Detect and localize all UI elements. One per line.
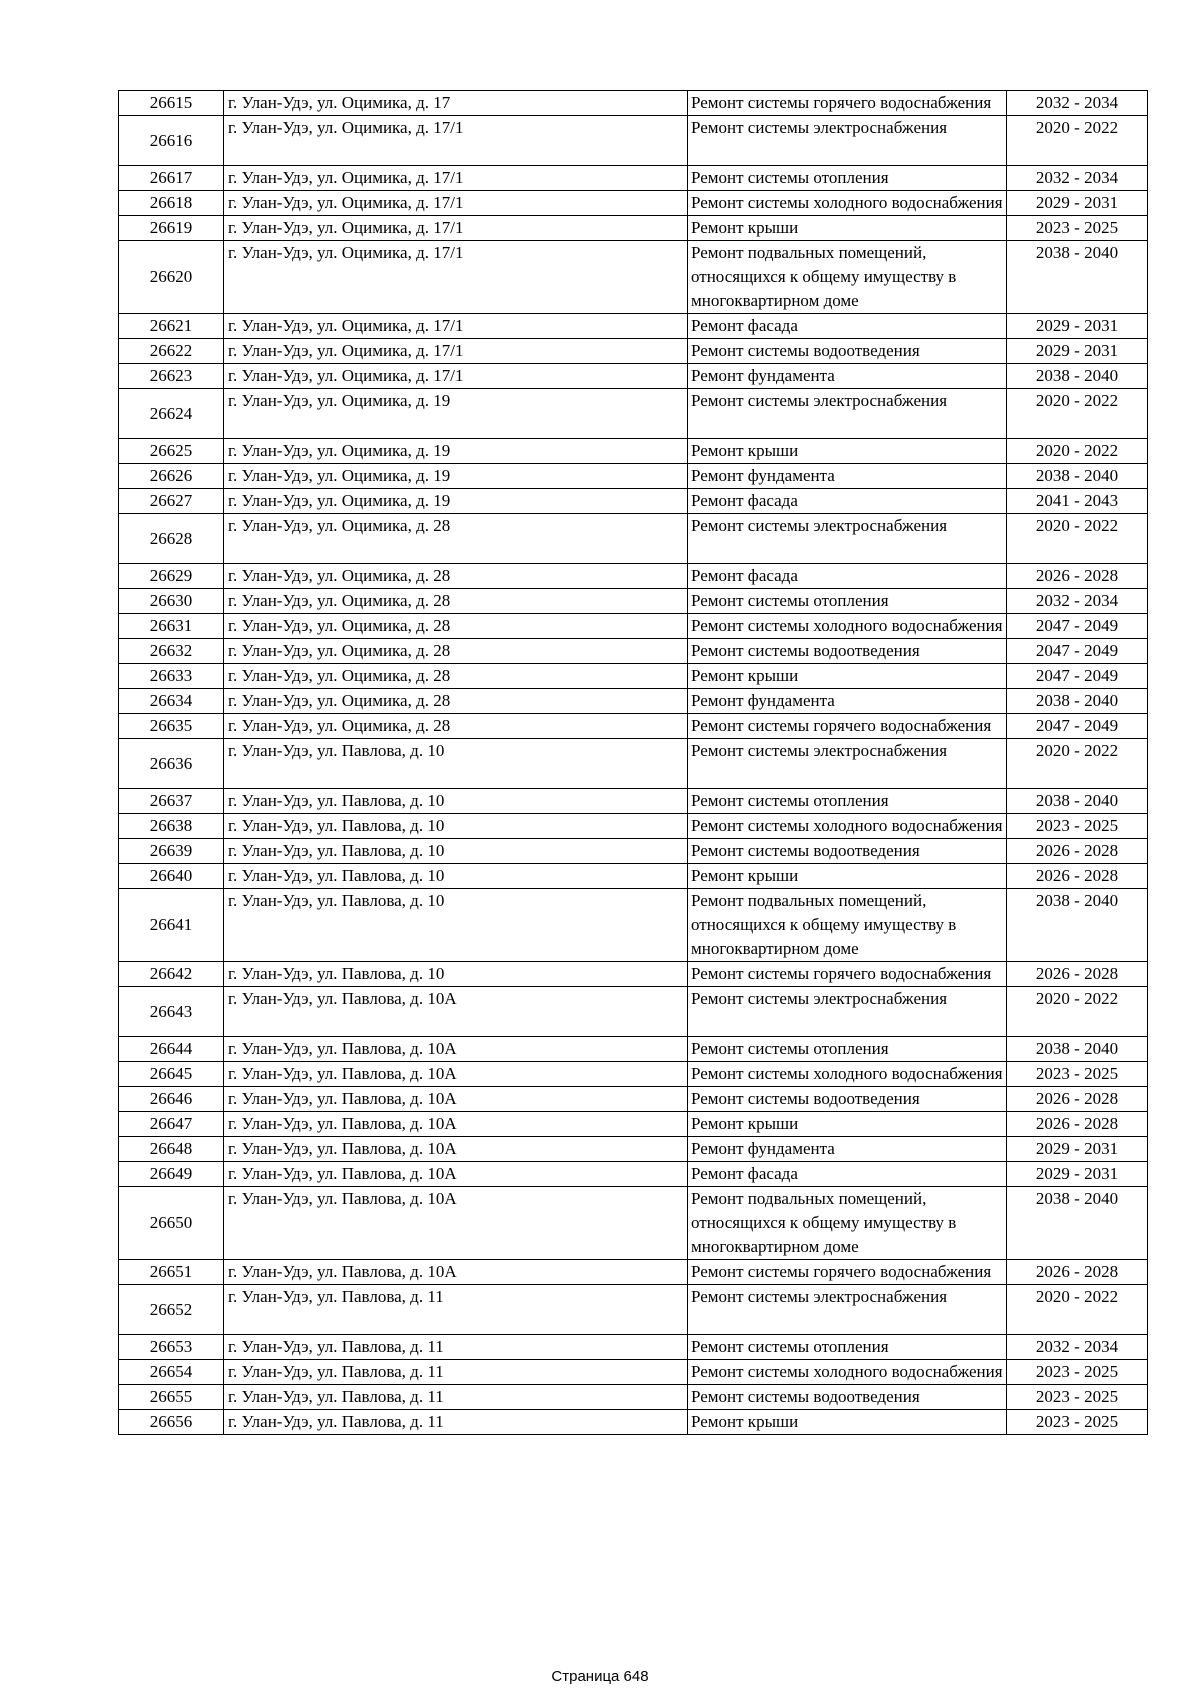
table-row (119, 714, 1148, 739)
row-number: 26640 (119, 864, 224, 889)
row-work-type: Ремонт крыши (688, 439, 1007, 464)
row-work-type: Ремонт системы холодного водоснабжения (688, 814, 1007, 839)
table-row (119, 1285, 1148, 1335)
row-number: 26645 (119, 1062, 224, 1087)
row-address: г. Улан-Удэ, ул. Павлова, д. 11 (224, 1335, 688, 1360)
row-number: 26623 (119, 364, 224, 389)
row-period: 2038 - 2040 (1007, 464, 1148, 489)
row-address: г. Улан-Удэ, ул. Оцимика, д. 17/1 (224, 166, 688, 191)
row-period: 2047 - 2049 (1007, 639, 1148, 664)
row-period: 2026 - 2028 (1007, 864, 1148, 889)
table-row (119, 166, 1148, 191)
row-address: г. Улан-Удэ, ул. Павлова, д. 10 (224, 962, 688, 987)
row-work-type: Ремонт системы электроснабжения (688, 739, 1007, 789)
row-period: 2020 - 2022 (1007, 514, 1148, 564)
table-row (119, 1162, 1148, 1187)
table-row (119, 1137, 1148, 1162)
row-number: 26642 (119, 962, 224, 987)
row-number: 26621 (119, 314, 224, 339)
row-address: г. Улан-Удэ, ул. Павлова, д. 10 (224, 839, 688, 864)
row-work-type: Ремонт системы горячего водоснабжения (688, 962, 1007, 987)
table-row (119, 1335, 1148, 1360)
row-period: 2038 - 2040 (1007, 241, 1148, 314)
row-period: 2026 - 2028 (1007, 1260, 1148, 1285)
table-row (119, 1112, 1148, 1137)
row-address: г. Улан-Удэ, ул. Павлова, д. 10 (224, 814, 688, 839)
row-number: 26635 (119, 714, 224, 739)
table-row (119, 191, 1148, 216)
row-work-type: Ремонт подвальных помещений, относящихся к общему имуществу в многоквартирном доме (688, 889, 1007, 962)
row-address: г. Улан-Удэ, ул. Павлова, д. 10 (224, 889, 688, 962)
row-work-type: Ремонт системы холодного водоснабжения (688, 191, 1007, 216)
table-row (119, 241, 1148, 314)
row-address: г. Улан-Удэ, ул. Оцимика, д. 28 (224, 714, 688, 739)
row-address: г. Улан-Удэ, ул. Павлова, д. 10А (224, 1037, 688, 1062)
row-address: г. Улан-Удэ, ул. Павлова, д. 10 (224, 864, 688, 889)
row-number: 26639 (119, 839, 224, 864)
row-number: 26653 (119, 1335, 224, 1360)
row-work-type: Ремонт системы электроснабжения (688, 514, 1007, 564)
row-period: 2029 - 2031 (1007, 191, 1148, 216)
row-address: г. Улан-Удэ, ул. Павлова, д. 10А (224, 1112, 688, 1137)
page-number: Страница 648 (551, 1668, 649, 1685)
row-number: 26655 (119, 1385, 224, 1410)
row-period: 2038 - 2040 (1007, 1187, 1148, 1260)
row-period: 2020 - 2022 (1007, 987, 1148, 1037)
row-number: 26650 (119, 1187, 224, 1260)
row-number: 26656 (119, 1410, 224, 1435)
row-address: г. Улан-Удэ, ул. Павлова, д. 10 (224, 789, 688, 814)
table-row (119, 614, 1148, 639)
table-row (119, 514, 1148, 564)
row-work-type: Ремонт фасада (688, 314, 1007, 339)
row-period: 2020 - 2022 (1007, 1285, 1148, 1335)
row-work-type: Ремонт крыши (688, 216, 1007, 241)
row-work-type: Ремонт фундамента (688, 364, 1007, 389)
row-number: 26616 (119, 116, 224, 166)
row-address: г. Улан-Удэ, ул. Павлова, д. 10А (224, 1062, 688, 1087)
row-work-type: Ремонт системы водоотведения (688, 1385, 1007, 1410)
row-period: 2047 - 2049 (1007, 614, 1148, 639)
row-number: 26624 (119, 389, 224, 439)
row-address: г. Улан-Удэ, ул. Павлова, д. 10 (224, 739, 688, 789)
row-period: 2020 - 2022 (1007, 116, 1148, 166)
table-row (119, 1360, 1148, 1385)
row-address: г. Улан-Удэ, ул. Оцимика, д. 17/1 (224, 191, 688, 216)
table-row (119, 987, 1148, 1037)
table-row (119, 589, 1148, 614)
row-period: 2020 - 2022 (1007, 739, 1148, 789)
row-number: 26652 (119, 1285, 224, 1335)
row-number: 26637 (119, 789, 224, 814)
table-row (119, 489, 1148, 514)
row-period: 2026 - 2028 (1007, 839, 1148, 864)
row-work-type: Ремонт системы водоотведения (688, 1087, 1007, 1112)
row-work-type: Ремонт крыши (688, 1112, 1007, 1137)
table-row (119, 1062, 1148, 1087)
row-address: г. Улан-Удэ, ул. Оцимика, д. 17/1 (224, 364, 688, 389)
row-number: 26643 (119, 987, 224, 1037)
table-row (119, 1260, 1148, 1285)
table-row (119, 739, 1148, 789)
row-work-type: Ремонт системы водоотведения (688, 839, 1007, 864)
row-period: 2026 - 2028 (1007, 564, 1148, 589)
table-row (119, 116, 1148, 166)
row-work-type: Ремонт системы водоотведения (688, 339, 1007, 364)
table-row (119, 889, 1148, 962)
row-period: 2029 - 2031 (1007, 314, 1148, 339)
row-address: г. Улан-Удэ, ул. Оцимика, д. 28 (224, 664, 688, 689)
row-number: 26620 (119, 241, 224, 314)
row-work-type: Ремонт крыши (688, 1410, 1007, 1435)
row-period: 2047 - 2049 (1007, 664, 1148, 689)
table-row (119, 664, 1148, 689)
row-period: 2032 - 2034 (1007, 91, 1148, 116)
row-number: 26622 (119, 339, 224, 364)
row-number: 26647 (119, 1112, 224, 1137)
table-row (119, 314, 1148, 339)
row-address: г. Улан-Удэ, ул. Павлова, д. 10А (224, 1260, 688, 1285)
table-row (119, 839, 1148, 864)
row-work-type: Ремонт системы холодного водоснабжения (688, 1360, 1007, 1385)
row-work-type: Ремонт фундамента (688, 689, 1007, 714)
row-work-type: Ремонт подвальных помещений, относящихся к общему имуществу в многоквартирном доме (688, 241, 1007, 314)
row-number: 26619 (119, 216, 224, 241)
table-row (119, 216, 1148, 241)
row-work-type: Ремонт системы электроснабжения (688, 116, 1007, 166)
row-period: 2023 - 2025 (1007, 1385, 1148, 1410)
table-row (119, 639, 1148, 664)
row-number: 26627 (119, 489, 224, 514)
row-number: 26631 (119, 614, 224, 639)
row-period: 2032 - 2034 (1007, 1335, 1148, 1360)
row-address: г. Улан-Удэ, ул. Павлова, д. 11 (224, 1385, 688, 1410)
row-period: 2023 - 2025 (1007, 814, 1148, 839)
table-row (119, 1187, 1148, 1260)
row-number: 26638 (119, 814, 224, 839)
row-address: г. Улан-Удэ, ул. Павлова, д. 10А (224, 1087, 688, 1112)
table-row (119, 564, 1148, 589)
row-work-type: Ремонт фасада (688, 1162, 1007, 1187)
row-period: 2032 - 2034 (1007, 589, 1148, 614)
row-work-type: Ремонт системы горячего водоснабжения (688, 91, 1007, 116)
row-number: 26651 (119, 1260, 224, 1285)
row-address: г. Улан-Удэ, ул. Оцимика, д. 19 (224, 464, 688, 489)
row-number: 26632 (119, 639, 224, 664)
row-address: г. Улан-Удэ, ул. Оцимика, д. 19 (224, 489, 688, 514)
row-period: 2032 - 2034 (1007, 166, 1148, 191)
table-row (119, 789, 1148, 814)
row-address: г. Улан-Удэ, ул. Оцимика, д. 28 (224, 514, 688, 564)
row-period: 2038 - 2040 (1007, 789, 1148, 814)
row-period: 2023 - 2025 (1007, 216, 1148, 241)
table-row (119, 962, 1148, 987)
table-row (119, 1410, 1148, 1435)
table-row (119, 689, 1148, 714)
row-address: г. Улан-Удэ, ул. Оцимика, д. 17/1 (224, 339, 688, 364)
row-period: 2023 - 2025 (1007, 1360, 1148, 1385)
capital-repair-table (118, 90, 1148, 1435)
table-row (119, 389, 1148, 439)
row-number: 26634 (119, 689, 224, 714)
row-period: 2029 - 2031 (1007, 339, 1148, 364)
row-work-type: Ремонт системы отопления (688, 166, 1007, 191)
row-period: 2023 - 2025 (1007, 1410, 1148, 1435)
row-work-type: Ремонт системы холодного водоснабжения (688, 1062, 1007, 1087)
row-period: 2020 - 2022 (1007, 439, 1148, 464)
row-work-type: Ремонт фасада (688, 489, 1007, 514)
row-period: 2047 - 2049 (1007, 714, 1148, 739)
table-row (119, 439, 1148, 464)
row-work-type: Ремонт системы отопления (688, 1335, 1007, 1360)
row-work-type: Ремонт системы электроснабжения (688, 1285, 1007, 1335)
table-row (119, 1037, 1148, 1062)
row-address: г. Улан-Удэ, ул. Оцимика, д. 17/1 (224, 314, 688, 339)
row-work-type: Ремонт системы отопления (688, 1037, 1007, 1062)
row-work-type: Ремонт системы отопления (688, 589, 1007, 614)
row-work-type: Ремонт системы холодного водоснабжения (688, 614, 1007, 639)
row-address: г. Улан-Удэ, ул. Оцимика, д. 28 (224, 589, 688, 614)
row-period: 2038 - 2040 (1007, 1037, 1148, 1062)
row-period: 2026 - 2028 (1007, 1087, 1148, 1112)
row-address: г. Улан-Удэ, ул. Павлова, д. 11 (224, 1285, 688, 1335)
row-number: 26628 (119, 514, 224, 564)
row-period: 2038 - 2040 (1007, 689, 1148, 714)
row-period: 2038 - 2040 (1007, 364, 1148, 389)
row-address: г. Улан-Удэ, ул. Оцимика, д. 28 (224, 639, 688, 664)
table-row (119, 464, 1148, 489)
row-address: г. Улан-Удэ, ул. Павлова, д. 11 (224, 1360, 688, 1385)
row-address: г. Улан-Удэ, ул. Оцимика, д. 28 (224, 564, 688, 589)
table-row (119, 1385, 1148, 1410)
row-period: 2020 - 2022 (1007, 389, 1148, 439)
row-work-type: Ремонт фасада (688, 564, 1007, 589)
row-address: г. Улан-Удэ, ул. Оцимика, д. 17 (224, 91, 688, 116)
row-number: 26617 (119, 166, 224, 191)
row-work-type: Ремонт системы электроснабжения (688, 987, 1007, 1037)
row-number: 26649 (119, 1162, 224, 1187)
row-period: 2029 - 2031 (1007, 1162, 1148, 1187)
table-row (119, 91, 1148, 116)
row-number: 26654 (119, 1360, 224, 1385)
row-number: 26626 (119, 464, 224, 489)
row-work-type: Ремонт фундамента (688, 464, 1007, 489)
row-work-type: Ремонт системы отопления (688, 789, 1007, 814)
row-number: 26648 (119, 1137, 224, 1162)
table-row (119, 339, 1148, 364)
row-work-type: Ремонт системы горячего водоснабжения (688, 714, 1007, 739)
row-address: г. Улан-Удэ, ул. Оцимика, д. 19 (224, 439, 688, 464)
row-address: г. Улан-Удэ, ул. Павлова, д. 10А (224, 1187, 688, 1260)
row-work-type: Ремонт системы горячего водоснабжения (688, 1260, 1007, 1285)
row-address: г. Улан-Удэ, ул. Оцимика, д. 28 (224, 689, 688, 714)
row-address: г. Улан-Удэ, ул. Оцимика, д. 17/1 (224, 216, 688, 241)
row-number: 26633 (119, 664, 224, 689)
row-period: 2026 - 2028 (1007, 1112, 1148, 1137)
row-number: 26630 (119, 589, 224, 614)
row-period: 2038 - 2040 (1007, 889, 1148, 962)
row-work-type: Ремонт фундамента (688, 1137, 1007, 1162)
row-address: г. Улан-Удэ, ул. Павлова, д. 10А (224, 987, 688, 1037)
table-body (119, 91, 1148, 1435)
row-work-type: Ремонт системы водоотведения (688, 639, 1007, 664)
row-work-type: Ремонт крыши (688, 864, 1007, 889)
row-number: 26629 (119, 564, 224, 589)
row-number: 26641 (119, 889, 224, 962)
row-period: 2041 - 2043 (1007, 489, 1148, 514)
row-number: 26615 (119, 91, 224, 116)
table-row (119, 814, 1148, 839)
row-address: г. Улан-Удэ, ул. Павлова, д. 11 (224, 1410, 688, 1435)
row-number: 26625 (119, 439, 224, 464)
row-work-type: Ремонт системы электроснабжения (688, 389, 1007, 439)
row-address: г. Улан-Удэ, ул. Павлова, д. 10А (224, 1162, 688, 1187)
row-address: г. Улан-Удэ, ул. Оцимика, д. 19 (224, 389, 688, 439)
row-work-type: Ремонт подвальных помещений, относящихся к общему имуществу в многоквартирном доме (688, 1187, 1007, 1260)
row-number: 26644 (119, 1037, 224, 1062)
table-row (119, 864, 1148, 889)
row-address: г. Улан-Удэ, ул. Оцимика, д. 17/1 (224, 241, 688, 314)
row-address: г. Улан-Удэ, ул. Оцимика, д. 17/1 (224, 116, 688, 166)
row-number: 26646 (119, 1087, 224, 1112)
row-period: 2026 - 2028 (1007, 962, 1148, 987)
row-period: 2029 - 2031 (1007, 1137, 1148, 1162)
table-row (119, 364, 1148, 389)
table-row (119, 1087, 1148, 1112)
row-work-type: Ремонт крыши (688, 664, 1007, 689)
row-period: 2023 - 2025 (1007, 1062, 1148, 1087)
row-address: г. Улан-Удэ, ул. Оцимика, д. 28 (224, 614, 688, 639)
row-number: 26636 (119, 739, 224, 789)
row-number: 26618 (119, 191, 224, 216)
row-address: г. Улан-Удэ, ул. Павлова, д. 10А (224, 1137, 688, 1162)
